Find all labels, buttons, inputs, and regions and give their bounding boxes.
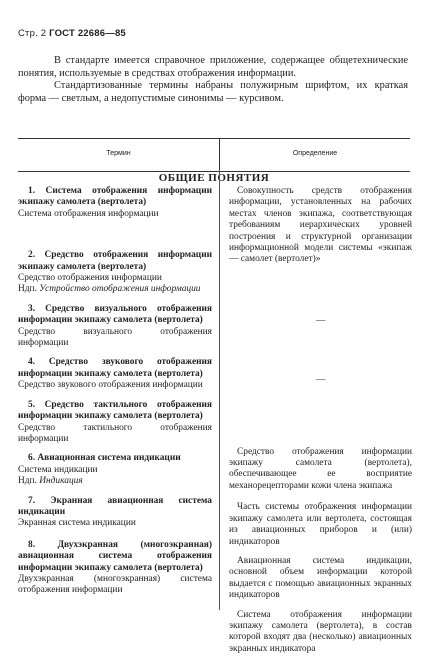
term-title: 7. Экранная авиационная система индикации <box>18 495 212 517</box>
term-short-form: Двухэкранная (многоэкранная) система отображения информации <box>18 573 212 596</box>
page-number: Стр. 2 <box>18 28 47 39</box>
definition-8: Система отображения информации экипажу самолета (вертолета), в состав которой входят два (несколько) авиационных экранных индикатора <box>229 609 412 654</box>
term-entry-4 <box>18 357 212 391</box>
term-entry-7 <box>18 496 212 530</box>
term-entry-3 <box>18 304 212 350</box>
standard-code: ГОСТ 22686—85 <box>49 28 126 39</box>
column-header-term: Термин <box>106 150 131 157</box>
term-short-form: Экранная система индикации <box>18 518 136 529</box>
term-short-form: Средство тактильного отображения информации <box>18 422 212 444</box>
term-entry-1 <box>18 186 212 220</box>
page-header <box>18 28 126 39</box>
term-title: 6. Авиационная система индикации <box>28 453 181 464</box>
term-entry-6 <box>18 453 212 487</box>
term-title: 2. Средство отображения информации экипажу самолета (вертолета) <box>18 250 212 272</box>
definition-1: Совокупность средств отображения информации, установленных на рабочих местах членов экипажа, соответствующая требованиям иерархических уровней построения и структурной организации информационной модели системы «экипаж — самолет (вертолет)» <box>229 186 412 265</box>
term-entry-5 <box>18 400 212 446</box>
rejected-synonym: Индикация <box>39 476 83 487</box>
term-short-form: Система отображения информации <box>18 208 159 219</box>
term-short-form: Средство звукового отображения информации <box>18 380 203 391</box>
definition-2-dash: — <box>315 315 326 326</box>
intro-paragraph-2: Стандартизованные термины набраны полужирным шрифтом, их краткая форма — светлым, а недопустимые синонимы — курсивом. <box>18 80 408 104</box>
intro-paragraph-1: В стандарте имеется справочное приложение, содержащее общетехнические понятия, используемые в средствах отображения информации. <box>18 55 408 79</box>
terms-column <box>18 186 212 605</box>
term-title: 8. Двухэкранная (многоэкранная) авиационная система отображения информации экипажу самолета (вертолета) <box>18 539 212 573</box>
term-title: 5. Средство тактильного отображения информации экипажу самолета (вертолета) <box>18 399 212 422</box>
definition-7: Авиационная система индикации, основной объем информации которой выдается с помощью авиационных экранных индикаторов <box>229 555 412 601</box>
term-title: 3. Средство визуального отображения информации экипажу самолета (вертолета) <box>18 303 212 326</box>
table-header <box>18 138 410 172</box>
intro <box>18 55 408 105</box>
term-rejected-synonym <box>18 284 212 295</box>
term-entry-2 <box>18 250 212 296</box>
rejected-synonym: Устройство отображения информации <box>39 284 201 295</box>
rejected-label: Ндп. <box>18 476 37 487</box>
definition-5: Средство отображения информации экипажу самолета (вертолета), обеспечивающее ее восприятие механорецепторами кожи члена экипажа <box>229 446 412 491</box>
term-short-form: Средство визуального отображения информации <box>18 326 212 349</box>
rejected-label: Ндп. <box>18 284 37 295</box>
term-entry-8 <box>18 540 212 597</box>
term-title: 1. Система отображения информации экипажу самолета (вертолета) <box>18 186 212 208</box>
definition-6: Часть системы отображения информации экипажу самолета или вертолета, состоящая из авиационных приборов и (или) индикаторов <box>229 502 412 547</box>
definitions-column <box>229 186 412 663</box>
term-rejected-synonym <box>18 476 212 487</box>
section-title: ОБЩИЕ ПОНЯТИЯ <box>158 172 270 184</box>
term-title: 4. Средство звукового отображения информации экипажу самолета (вертолета) <box>18 357 212 379</box>
column-header-definition: Определение <box>292 150 338 157</box>
definition-3-dash: — <box>315 375 326 386</box>
term-short-form: Система индикации <box>18 464 98 475</box>
column-divider <box>219 170 220 610</box>
term-short-form: Средство отображения информации <box>18 273 162 284</box>
